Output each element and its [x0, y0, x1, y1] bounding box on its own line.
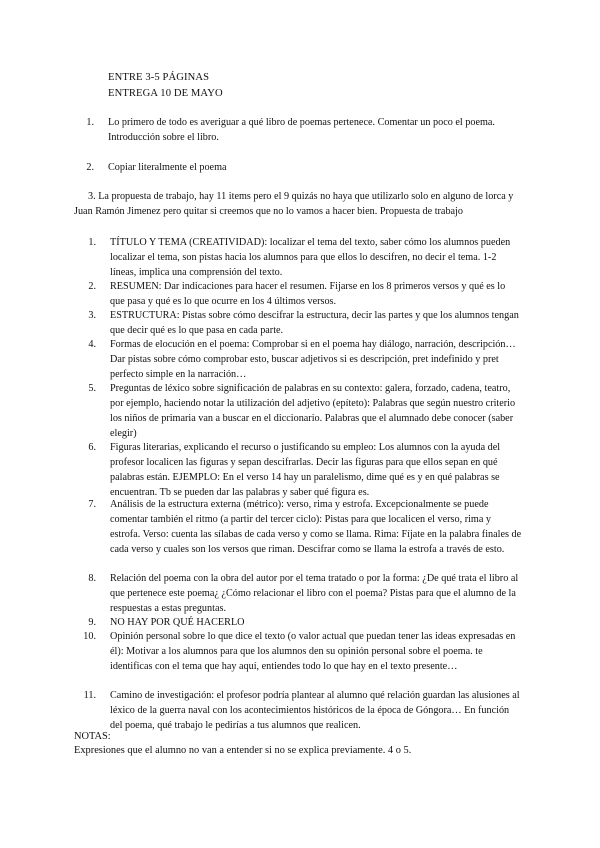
sub-list-number: 3. [88, 310, 96, 321]
sub-list-text: TÍTULO Y TEMA (CREATIVIDAD): localizar el tema del texto, saber cómo los alumnos pueden localizar el tema, son pistas hacia los alumnos para que ellos lo descifren, no decir el tema. 1-2 líneas, implica una comprensión del texto. [110, 237, 511, 279]
list-text: Copiar literalmente el poema [108, 162, 227, 173]
sub-list-text: Relación del poema con la obra del autor por el tema tratado o por la forma: ¿De qué trata el libro al que pertenece este poema¿ ¿Cómo relacionar el libro con el poema? Pistas para que el alumno de la respuestas a estas preguntas. [110, 573, 519, 615]
sub-list-number: 4. [88, 339, 96, 350]
header-deadline: ENTREGA 10 DE MAYO [108, 88, 223, 99]
proposal-intro [74, 189, 534, 219]
sub-list-text: RESUMEN: Dar indicaciones para hacer el resumen. Fijarse en los 8 primeros versos y qué es lo que pasa y qué es lo que ocurre en los 4 últimos versos. [110, 281, 506, 308]
sub-list-number: 11. [83, 690, 96, 701]
sub-list-number: 7. [88, 499, 96, 510]
header-pages: ENTRE 3-5 PÁGINAS [108, 72, 210, 83]
sub-list-number: 1. [88, 237, 96, 248]
sub-list-text: Opinión personal sobre lo que dice el texto (o valor actual que puedan tener las ideas expresadas en él): Motivar a los alumnos para que los alumnos den su opinión personal sobre el poema. te identificas con el tema que hay aquí, entiendes todo lo que hay en el texto presente… [110, 631, 516, 673]
list-number: 2. [86, 162, 94, 173]
sub-list-number: 9. [88, 617, 96, 628]
sub-list-number: 2. [88, 281, 96, 292]
sub-list-text: Figuras literarias, explicando el recurso o justificando su empleo: Los alumnos con la ayuda del profesor localicen las figuras y sepan descifrarlas. Decir las figuras para que ellos sepan en qué palabras están. EJEMPLO: En el verso 14 hay un paralelismo, dime qué es y en qué palabras se encuentran. Tb se pueden dar las palabras y saber qué figura es. [110, 442, 501, 499]
list-number: 1. [86, 117, 94, 128]
notes-heading: NOTAS: [74, 731, 111, 742]
notes-text: Expresiones que el alumno no van a entender si no se explica previamente. 4 o 5. [74, 745, 412, 756]
sub-list-number: 8. [88, 573, 96, 584]
sub-list-text: Análisis de la estructura externa (métrico): verso, rima y estrofa. Excepcionalmente se puede comentar también el ritmo (a partir del tercer ciclo): Pistas para que localicen el verso, rima y estrofa. Verso: cuenta las sílabas de cada verso y como se llama. Rima: Fíjate en la palabra finales de cada verso y cuales son los versos que riman. Descifrar como se llama la estrofa a través de esto. [110, 499, 522, 556]
sub-list-text: Preguntas de léxico sobre significación de palabras en su contexto: galera, forzado, cadena, teatro, por ejemplo, haciendo notar la utilización del adjetivo (epíteto): Palabras que según nuestro criterio los niños de primaria van a buscar en el diccionario. Palabras que el alumnado debe conocer (saber elegir) [110, 383, 516, 440]
sub-list-text: NO HAY POR QUÉ HACERLO [110, 617, 245, 628]
sub-list-text: Formas de elocución en el poema: Comprobar si en el poema hay diálogo, narración, descripción… Dar pistas sobre cómo comprobar esto, buscar adjetivos si es descripción, pret indefinido y pret perfecto simple en la narración… [110, 339, 516, 381]
sub-list-number: 5. [88, 383, 96, 394]
list-text: Lo primero de todo es averiguar a qué libro de poemas pertenece. Comentar un poco el poema. Introducción sobre el libro. [108, 117, 495, 144]
sub-list-number: 6. [88, 442, 96, 453]
sub-list-text: ESTRUCTURA: Pistas sobre cómo descifrar la estructura, decir las partes y que los alumnos tengan que decir qué es lo que pasa en cada parte. [110, 310, 519, 337]
sub-list-number: 10. [83, 631, 96, 642]
proposal-intro-text: 3. La propuesta de trabajo, hay 11 items pero el 9 quizás no haya que utilizarlo solo en alguno de lorca y Juan Ramón Jimenez pero quitar si creemos que no lo vamos a hacer bien. Propuesta de trabajo [74, 191, 514, 218]
sub-list-text: Camino de investigación: el profesor podría plantear al alumno qué relación guardan las alusiones al léxico de la guerra naval con los acontecimientos históricos de la época de Góngora… En función del poema, qué trabajo le pedirías a tus alumnos que realicen. [110, 690, 520, 732]
